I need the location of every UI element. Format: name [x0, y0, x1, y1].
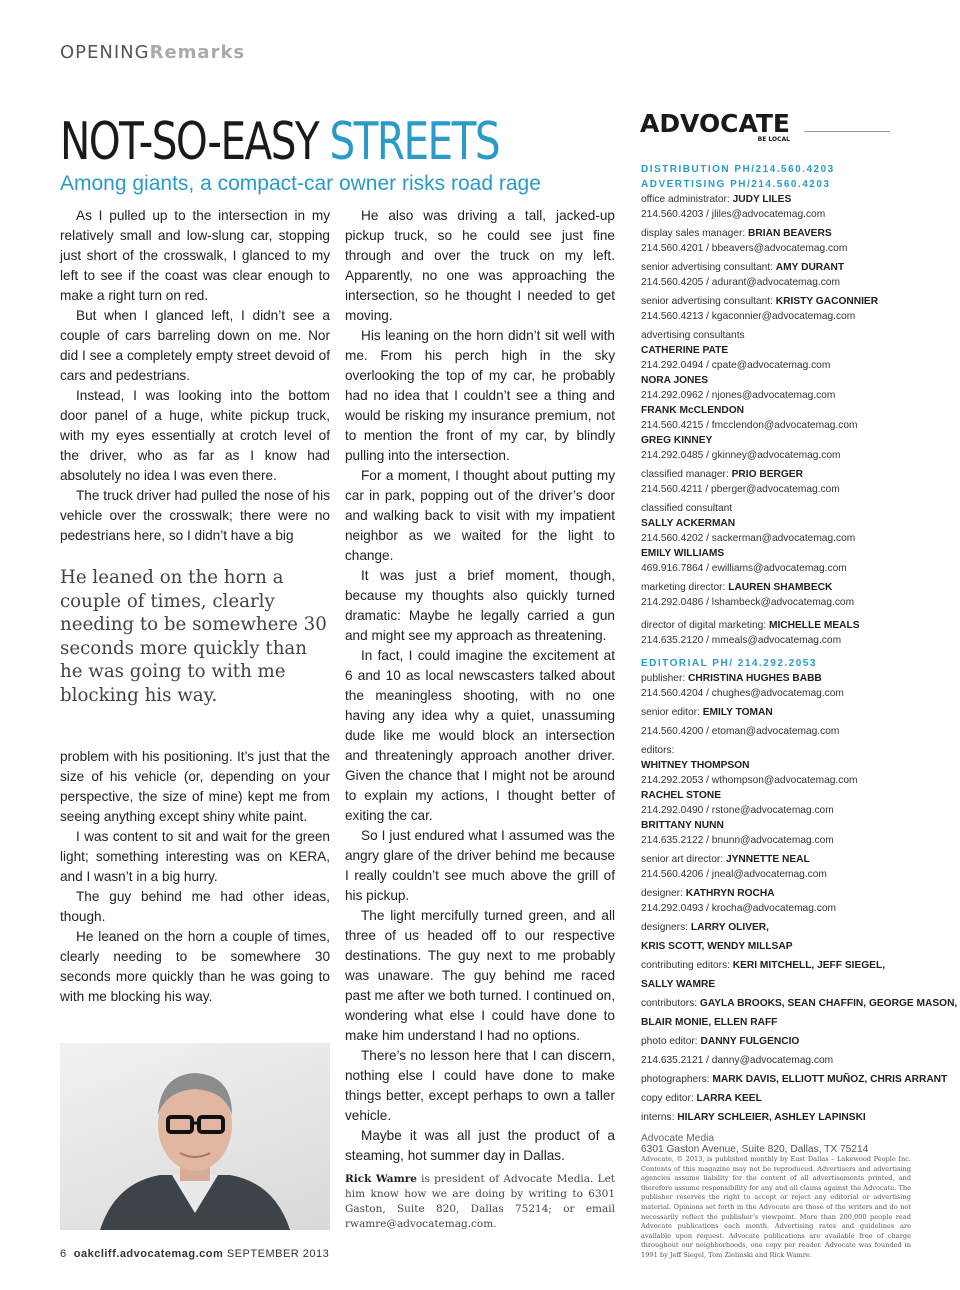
company-name: Advocate Media	[641, 1133, 715, 1144]
page-footer: 6 oakcliff.advocatemag.com SEPTEMBER 2013	[60, 1248, 330, 1260]
author-portrait-image	[60, 1043, 330, 1230]
page-title: NOT-SO-EASY STREETS	[60, 112, 500, 172]
paragraph: problem with his positioning. It’s just that the size of his vehicle (or, depending on your perspective, the size of mine) kept me from seeing anything except shiny white paint.	[60, 749, 330, 824]
paragraph: Instead, I was looking into the bottom door panel of a huge, white pickup truck, with my eyes essentially at crotch level of the driver, who as far as I know had absolutely no idea I was even there.	[60, 388, 330, 483]
company-address: 6301 Gaston Avenue, Suite 820, Dallas, TX 75214	[641, 1144, 869, 1155]
masthead: DISTRIBUTION PH/214.560.4203 ADVERTISING PH/214.560.4203 office administrator: JUDY LILES 214.560.4203 / jliles@advocatemag.com display sales manager: BRIAN BEAVERS 214.560.4201 / bbeavers@advocatemag.com senior advertising consultant: AMY DURANT 214.560.4205 / adurant@advocatemag.com senior advertising consultant: KRISTY GACONNIER 214.560.4213 / kgaconnier@advocatemag.com advertising consultants CATHERINE PATE 214.292.0494 / cpate@advocatemag.com NORA JONES 214.292.0962 / njones@advocatemag.com FRANK McCLENDON 214.560.4215 / fmcclendon@advocatemag.com GREG KINNEY 214.292.0485 / gkinney@advocatemag.com classified manager: PRIO BERGER 214.560.4211 / pberger@advocatemag.com classified consultant SALLY ACKERMAN 214.560.4202 / sackerman@advocatemag.com EMILY WILLIAMS 469.916.7864 / ewilliams@advocatemag.com marketing director: LAUREN SHAMBECK 214.292.0486 / lshambeck@advocatemag.com director of digital marketing: MICHELLE MEALS 214.635.2120 / mmeals@advocatemag.com EDITORIAL PH/ 214.292.2053 publisher: CHRISTINA HUGHES BABB 214.560.4204 / chughes@advocatemag.com senior editor: EMILY TOMAN 214.560.4200 / etoman@advocatemag.com editors: WHITNEY THOMPSON 214.292.2053 / wthompson@advocatemag.com RACHEL STONE 214.292.0490 / rstone@advocatemag.com BRITTANY NUNN 214.635.2122 / bnunn@advocatemag.com senior art director: JYNNETTE NEAL 214.560.4206 / jneal@advocatemag.com designer: KATHRYN ROCHA 214.292.0493 / krocha@advocatemag.com designers: LARRY OLIVER, KRIS SCOTT, WENDY MILLSAP contributing editors: KERI MITCHELL, JEFF SIEGEL, SALLY WAMRE contributors: GAYLA BROOKS, SEAN CHAFFIN, GEORGE MASON, BLAIR MONIE, ELLEN RAFF photo editor: DANNY FULGENCIO 214.635.2121 / danny@advocatemag.com photographers: MARK DAVIS, ELLIOTT MUÑOZ, CHRIS ARRANT copy editor: LARRA KEEL interns: HILARY SCHLEIER, ASHLEY LAPINSKI Advocate Media 6301 Gaston Avenue, Suite 820, Dallas, TX 75214 Advocate, © 2013, is published monthly by East Dallas – Lakewood People Inc. Contents of this magazine may not be reproduced. Advertisers and advertising agencies assume liability for the content of all advertisements printed, and therefore assume responsibility for any and all claims against the Advocate. The publisher reserves the right to accept or reject any editorial or advertising material. Opinions set forth in the Advocate are those of the writers and do not necessarily reflect the publisher’s viewpoint. More than 200,000 people read Advocate publications each month. Advertising rates and guidelines are available upon request. Advocate publications are available free of charge throughout our neighborhoods, one copy per reader. Advocate was founded in 1991 by Jeff Siegel, Tom Zielinski and Rick Wamre.	[641, 164, 958, 1259]
paragraph: For a moment, I thought about putting my car in park, popping out of the driver’s door and walking back to visit with my impatient neighbor as we waited for the light to change.	[345, 468, 615, 563]
paragraph: There’s no lesson here that I can discern, nothing else I could have done to make things better, except perhaps to own a taller vehicle.	[345, 1048, 615, 1123]
editorial-heading: EDITORIAL PH/ 214.292.2053	[641, 658, 817, 669]
svg-text:ADVOCATE: ADVOCATE	[640, 109, 790, 138]
paragraph: He also was driving a tall, jacked-up pickup truck, so he could see just fine through and over the truck on my left. Apparently, no one was approaching the intersection, so he thought I needed to get moving.	[345, 208, 615, 323]
svg-text:BE LOCAL: BE LOCAL	[757, 136, 790, 142]
logo-divider	[804, 131, 890, 132]
paragraph: Maybe it was all just the product of a steaming, hot summer day in Dallas.	[345, 1128, 615, 1163]
pull-quote: He leaned on the horn a couple of times, clearly needing to be somewhere 30 seconds more quickly than he was going to with me blocking his way.	[60, 567, 327, 706]
article-column-2	[345, 206, 615, 1166]
distribution-heading: DISTRIBUTION PH/214.560.4203	[641, 164, 835, 175]
advocate-logo	[640, 108, 792, 142]
paragraph: As I pulled up to the intersection in my relatively small and low-slung car, stopping just short of the crosswalk, I glanced to my left to see if the coast was clear enough to make a right turn on red.	[60, 208, 330, 303]
paragraph: So I just endured what I assumed was the angry glare of the driver behind me because I really couldn’t see much above the grill of his pickup.	[345, 828, 615, 903]
article-column-1	[60, 206, 330, 546]
paragraph: It was just a brief moment, though, because my thoughts also quickly turned dramatic: Maybe he legally carried a gun and might see my approach as threatening.	[345, 568, 615, 643]
paragraph: The guy behind me had other ideas, though.	[60, 889, 330, 924]
paragraph: His leaning on the horn didn’t sit well with me. From his perch high in the sky overlooking the top of my car, he probably had no idea that I couldn’t see a thing and would be risking my insurance premium, not to mention the front of my car, by blindly pulling into the intersection.	[345, 328, 615, 463]
paragraph: He leaned on the horn a couple of times, clearly needing to be somewhere 30 seconds more quickly than he was going to with me blocking his way.	[60, 929, 330, 1004]
author-bio: Rick Wamre is president of Advocate Media. Let him know how we are doing by writing to 6301 Gaston, Suite 820, Dallas 75214; or email rwamre@advocatemag.com.	[345, 1173, 616, 1230]
advertising-heading: ADVERTISING PH/214.560.4203	[641, 179, 831, 190]
paragraph: In fact, I could imagine the excitement at 6 and 10 as local newscasters talked about the meaningless shooting, with no one having any idea why a quiet, unassuming dude like me would block an intersection and threateningly approach another driver. Given the chance that I might not be around to explain my actions, I thought better of exiting the car.	[345, 648, 615, 823]
author-photo	[60, 1043, 330, 1230]
article-column-1-continued	[60, 747, 330, 1007]
subheadline: Among giants, a compact-car owner risks road rage	[60, 172, 541, 195]
section-label: OPENINGRemarks	[60, 42, 246, 63]
paragraph: I was content to sit and wait for the green light; something interesting was on KERA, and I wasn’t in a big hurry.	[60, 829, 330, 884]
paragraph: The truck driver had pulled the nose of his vehicle over the crosswalk; there were no pedestrians here, so I didn’t have a big	[60, 488, 330, 543]
paragraph: But when I glanced left, I didn’t see a couple of cars barreling down on me. Nor did I see a completely empty street devoid of cars and pedestrians.	[60, 308, 330, 383]
paragraph: The light mercifully turned green, and all three of us headed off to our respective destinations. The guy next to me probably was unaware. The guy behind me raced past me after we both turned. I continued on, wondering what else I could have done to make him understand I had no options.	[345, 908, 615, 1043]
legal-notice: Advocate, © 2013, is published monthly by East Dallas – Lakewood People Inc. Contents of this magazine may not be reproduced. Advertisers and advertising agencies assume liability for the content of all advertisements printed, and therefore assume responsibility for any and all claims against the Advocate. The publisher reserves the right to accept or reject any editorial or advertising material. Opinions set forth in the Advocate are those of the writers and do not necessarily reflect the publisher’s viewpoint. More than 200,000 people read Advocate publications each month. Advertising rates and guidelines are available upon request. Advocate publications are available free of charge throughout our neighborhoods, one copy per reader. Advocate was founded in 1991 by Jeff Siegel, Tom Zielinski and Rick Wamre.	[641, 1155, 911, 1259]
